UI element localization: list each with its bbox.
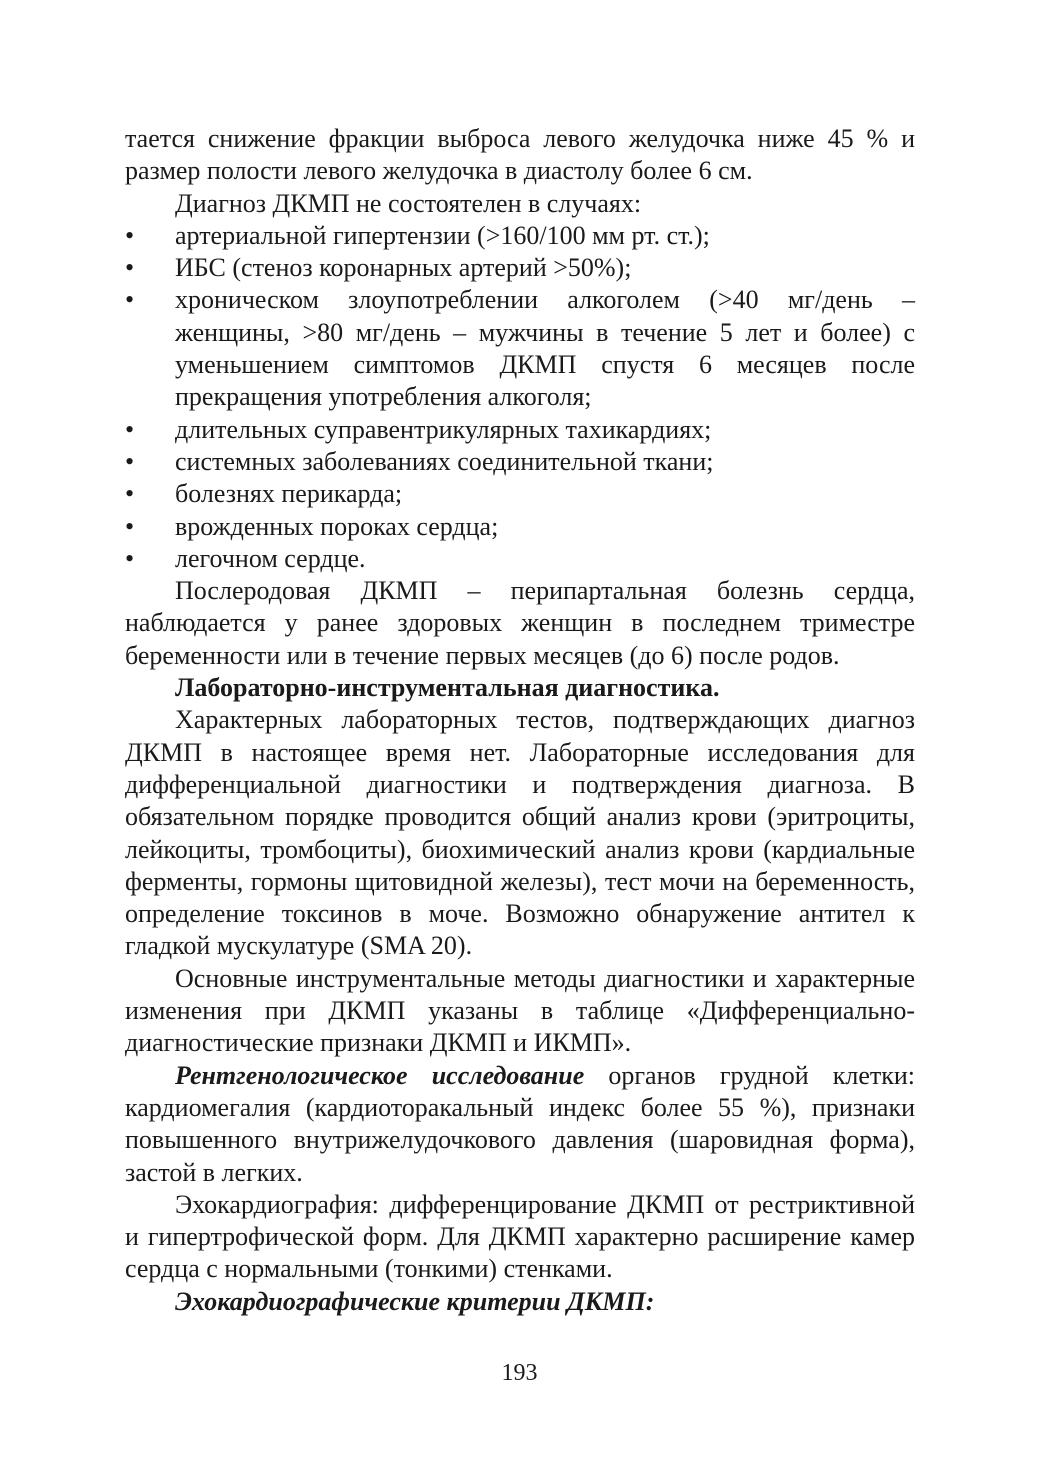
paragraph-instrumental-methods: Основные инструментальные методы диагностики и характерные изменения при ДКМП указаны в таблице «Дифференциально-диагностические признаки ДКМП и ИКМП». xyxy=(125,963,915,1058)
paragraph-xray xyxy=(125,1060,915,1189)
list-item-text: артериальной гипертензии (>160/100 мм рт. ст.); xyxy=(175,220,710,250)
paragraph-echocardiography: Эхокардиография: дифференцирование ДКМП от рестриктивной и гипертрофической форм. Для ДКМП характерно расширение камер сердца с нормальными (тонкими) стенками. xyxy=(125,1189,915,1284)
list-item xyxy=(125,543,915,575)
xray-emphasis: Рентгенологическое исследование xyxy=(175,1060,585,1090)
paragraph-postpartum: Послеродовая ДКМП – перипартальная болезнь сердца, наблюдается у ранее здоровых женщин в последнем триместре беременности или в течение первых месяцев (до 6) после родов. xyxy=(125,576,915,670)
bullet-icon: • xyxy=(125,253,135,283)
list-item-text: ИБС (стеноз коронарных артерий >50%); xyxy=(175,253,632,283)
xray-text: органов грудной клетки: кардиомегалия (кардиоторакальный индекс более 55 %), признаки повышенного внутрижелудочкового давления (шаровидная форма), застой в легких. xyxy=(125,1060,916,1187)
bullet-icon: • xyxy=(125,446,135,476)
bullet-icon: • xyxy=(125,285,135,315)
bullet-icon: • xyxy=(125,543,135,573)
list-item-text: длительных суправентрикулярных тахикардиях; xyxy=(175,414,712,444)
bullet-icon: • xyxy=(125,220,135,250)
list-item-text: хроническом злоупотреблении алкоголем (>40 мг/день – женщины, >80 мг/день – мужчины в течение 5 лет и более) с уменьшением симптомов ДКМП спустя 6 месяцев после прекращения употребления алкоголя; xyxy=(175,285,915,412)
page-body xyxy=(125,123,915,1318)
list-item xyxy=(125,446,915,478)
list-item xyxy=(125,511,915,543)
bullet-icon: • xyxy=(125,479,135,509)
list-item-text: легочном сердце. xyxy=(175,543,366,573)
list-item xyxy=(125,252,915,284)
list-item-text: системных заболеваниях соединительной ткани; xyxy=(175,446,714,476)
paragraph-continuation: тается снижение фракции выброса левого желудочка ниже 45 % и размер полости левого желудочка в диастолу более 6 см. xyxy=(125,124,915,186)
list-item xyxy=(125,220,915,252)
list-item xyxy=(125,284,915,413)
bullet-icon: • xyxy=(125,414,135,444)
list-item xyxy=(125,414,915,446)
section-heading-lab-diagnostics: Лабораторно-инструментальная диагностика. xyxy=(175,673,720,703)
section-heading-echo-criteria: Эхокардиографические критерии ДКМП: xyxy=(175,1286,655,1316)
list-item xyxy=(125,478,915,510)
bullet-icon: • xyxy=(125,511,135,541)
page-number: 193 xyxy=(501,1360,538,1386)
exclusion-list xyxy=(125,220,915,575)
paragraph-diagnosis-intro: Диагноз ДКМП не состоятелен в случаях: xyxy=(175,188,642,218)
paragraph-lab-tests: Характерных лабораторных тестов, подтверждающих диагноз ДКМП в настоящее время нет. Лабораторные исследования для дифференциальной диагностики и подтверждения диагноза. В обязательном порядке проводится общий анализ крови (эритроциты, лейкоциты, тромбоциты), биохимический анализ крови (кардиальные ферменты, гормоны щитовидной железы), тест мочи на беременность, определение токсинов в моче. Возможно обнаружение антител к гладкой мускулатуре (SMA 20). xyxy=(125,705,915,961)
list-item-text: врожденных пороках сердца; xyxy=(175,511,499,541)
list-item-text: болезнях перикарда; xyxy=(175,479,403,509)
